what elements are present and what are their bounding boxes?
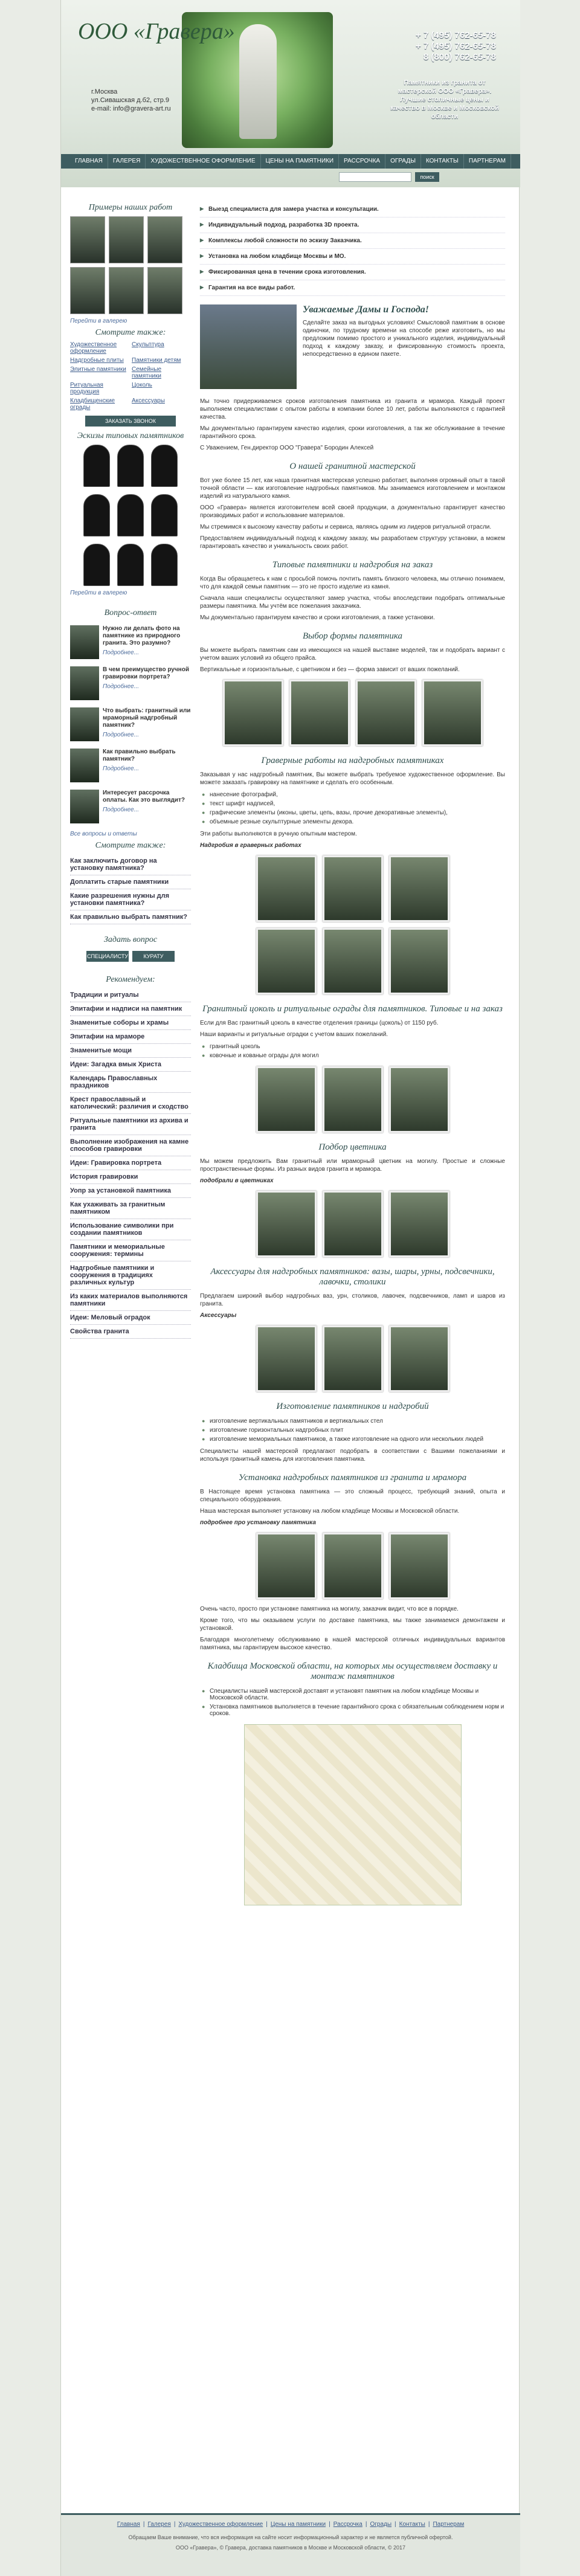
see-link[interactable]: Художественное оформление	[70, 341, 117, 355]
access-text: Предлагаем широкий выбор надгробных ваз, урн, столиков, лавочек, подсвечников, ламп и шаров из гранита.	[200, 1293, 505, 1307]
footer-disclaimer: Обращаем Ваше внимание, что вся информация на сайте носит информационный характер и не является публичной офертой.	[128, 2534, 453, 2540]
benefit: ▶ Гарантия на все виды работ.	[200, 280, 505, 296]
see-link[interactable]: Ритуальная продукция	[70, 382, 103, 395]
all-faq-link[interactable]: Все вопросы и ответы	[70, 831, 137, 837]
footer-link[interactable]: Галерея	[147, 2521, 171, 2528]
faq-item	[70, 707, 191, 741]
benefit: ▶ Комплексы любой сложности по эскизу Заказчика.	[200, 233, 505, 249]
address: ул.Сивашская д.б2, стр.9	[91, 97, 170, 104]
see-link[interactable]: Памятники детям	[132, 357, 181, 364]
flower-text: Мы можем предложить Вам гранитный или мраморный цветник на могилу. Простые и сложные пространственные формы. Из разных видов гранита и мрамора.	[200, 1158, 505, 1173]
footer-link[interactable]: Ограды	[370, 2521, 392, 2528]
engrave-photos	[200, 928, 505, 994]
see-link[interactable]: Надгробные плиты	[70, 357, 124, 364]
install-title: Установка надгробных памятников из гранита и мрамора	[238, 1473, 467, 1483]
see-also-links	[70, 341, 191, 411]
monument-sketch[interactable]	[117, 544, 144, 586]
typical-text: Сначала наши специалисты осуществляют замер участка, чтобы впоследствии подобрать оптимальные размеры памятника. Мы учтём все пожелания заказчика.	[200, 595, 505, 610]
photo[interactable]	[256, 1191, 317, 1257]
faq-more-link[interactable]: Подробнее...	[103, 649, 140, 656]
forms-text: Вертикальные и горизонтальные, с цветником и без — форма зависит от ваших пожеланий.	[200, 666, 460, 673]
about-text: Вот уже более 15 лет, как наша гранитная мастерская успешно работает, выполняя огромный опыт в такой точной области — как изготовление надгробных памятников. Мы занимаемся изготовлением и монтажом изделий из натурального камня.	[200, 477, 505, 500]
photo[interactable]	[323, 855, 383, 922]
monument-sketch[interactable]	[117, 494, 144, 536]
intro-sign: С Уважением, Ген.директор ООО "Гравера" Бородин Алексей	[200, 445, 374, 451]
faq-more-link[interactable]: Подробнее...	[103, 807, 140, 813]
faq-more-link[interactable]: Подробнее...	[103, 765, 140, 772]
benefit: ▶ Выезд специалиста для замера участка и консультации.	[200, 202, 505, 217]
faq-photo	[70, 707, 99, 741]
photo[interactable]	[389, 1066, 450, 1133]
footer-link[interactable]: Главная	[117, 2521, 140, 2528]
make-item: ● изготовление вертикальных памятников и вертикальных стел	[200, 1417, 505, 1426]
faq-question[interactable]: Как правильно выбрать памятник?	[103, 749, 176, 762]
photo[interactable]	[422, 680, 483, 746]
sidebar	[70, 199, 191, 1341]
rec-link[interactable]: Календарь Православных праздников	[70, 1072, 191, 1093]
engrave-text: Эти работы выполняются в ручную опытным мастером.	[200, 831, 357, 837]
engrave-item: ● объемные резные скульптурные элементы декора.	[200, 817, 505, 826]
rec-link[interactable]: Выполнение изображения на камне способов гравировки	[70, 1135, 191, 1156]
rec-link[interactable]: Уопр за установкой памятника	[70, 1184, 191, 1198]
photo[interactable]	[323, 928, 383, 994]
photo[interactable]	[256, 1066, 317, 1133]
region-list	[200, 1687, 505, 1718]
photo[interactable]	[323, 1191, 383, 1257]
rec-link[interactable]: Идеи: Гравировка портрета	[70, 1156, 191, 1170]
faq-photo	[70, 666, 99, 700]
photo[interactable]	[223, 680, 283, 746]
intro	[200, 304, 505, 389]
nav-partners[interactable]: ПАРТНЕРАМ	[464, 154, 511, 169]
photo[interactable]	[389, 1325, 450, 1392]
faq-item	[70, 625, 191, 659]
see-also-title: Смотрите также:	[95, 328, 166, 337]
rec-link[interactable]: Идеи: Меловый оградок	[70, 1311, 191, 1325]
main-content	[200, 199, 505, 1911]
phone-2[interactable]: + 7 (495) 762-65-78	[415, 41, 496, 51]
faq-item	[70, 790, 191, 823]
footer-copyright: ООО «Гравера», © Гравера, доставка памятников в Москве и Московской области, © 2017	[175, 2545, 406, 2551]
install-photos	[200, 1533, 505, 1599]
faq-photo	[70, 625, 99, 659]
see-link[interactable]: Семейные памятники	[132, 366, 162, 379]
rec-link[interactable]: Крест православный и католический: различия и сходство	[70, 1093, 191, 1114]
benefit: ▶ Установка на любом кладбище Москвы и МО.	[200, 249, 505, 265]
typical-text: Когда Вы обращаетесь к нам с просьбой помочь почтить память близкого человека, мы отлично понимаем, что для каждой семьи памятник — это не просто изделие из камня.	[200, 576, 505, 590]
install-text: Очень часто, просто при установке памятника на могилу, заказчик видит, что все в порядке.	[200, 1606, 459, 1612]
sketches-title: Эскизы типовых памятников	[77, 431, 184, 440]
rec-link[interactable]: Использование символики при создании памятников	[70, 1219, 191, 1240]
footer	[61, 2513, 520, 2576]
also2-title: Смотрите также:	[95, 841, 166, 850]
engrave-text: Заказывая у нас надгробный памятник, Вы можете выбрать требуемое художественное оформление. Вы можете заказать гравировку на памятнике и сделать его особенным.	[200, 771, 505, 786]
monument-sketch[interactable]	[151, 494, 178, 536]
access-subtitle: Аксессуары	[200, 1312, 237, 1319]
engrave-title: Граверные работы на надгробных памятниках	[261, 756, 444, 765]
fence-photos	[200, 1066, 505, 1133]
works-thumbs	[70, 216, 191, 314]
faq-question[interactable]: Нужно ли делать фото на памятнике из природного гранита. Это разумно?	[103, 625, 181, 646]
footer-link[interactable]: Художественное оформление	[178, 2521, 263, 2528]
faq-item	[70, 749, 191, 782]
typical-title: Типовые памятники и надгробия на заказ	[272, 560, 433, 570]
rec-link[interactable]: Свойства гранита	[70, 1325, 191, 1339]
nav-prices[interactable]: ЦЕНЫ НА ПАМЯТНИКИ	[261, 154, 340, 169]
statue-image	[239, 24, 277, 139]
flower-photos	[200, 1191, 505, 1257]
fence-title: Гранитный цоколь и ритуальные ограды для памятников. Типовые и на заказ	[202, 1004, 503, 1014]
rec-link[interactable]: Эпитафии на мраморе	[70, 1030, 191, 1044]
work-thumb[interactable]	[70, 267, 105, 314]
rec-link[interactable]: Знаменитые мощи	[70, 1044, 191, 1058]
photo[interactable]	[323, 1533, 383, 1599]
slogan: Памятники из гранита от мастерской ООО «Гравера». Лучшие столичные цены и качество в Москве и Московской области	[390, 79, 499, 120]
engrave-item: ● текст шрифт надписей,	[200, 799, 505, 808]
see-link[interactable]: Цоколь	[132, 382, 152, 388]
faq-question[interactable]: Что выбрать: гранитный или мраморный надгробный памятник?	[103, 707, 191, 729]
nav-contacts[interactable]: КОНТАКТЫ	[421, 154, 464, 169]
flower-title: Подбор цветника	[318, 1142, 387, 1152]
also2-link[interactable]: Доплатить старые памятники	[70, 875, 191, 889]
monument-sketch[interactable]	[151, 544, 178, 586]
faq-photo	[70, 749, 99, 782]
fence-text: Наши варианты и ритуальные оградки с учетом ваших пожеланий.	[200, 1031, 388, 1038]
rec-link[interactable]: Надгробные памятники и сооружения в традициях различных культур	[70, 1261, 191, 1290]
nav-art[interactable]: ХУДОЖЕСТВЕННОЕ ОФОРМЛЕНИЕ	[146, 154, 260, 169]
intro-text: Мы документально гарантируем качество изделия, сроки изготовления, а так же обслуживание в течение гарантийного срока.	[200, 425, 505, 440]
about-text: Предоставляем индивидуальный подход к каждому заказу, мы разработаем структуру установки, а можем гарантировать качество и уникальность своих работ.	[200, 535, 505, 550]
see-link[interactable]: Элитные памятники	[70, 366, 126, 373]
page-wrapper	[60, 0, 520, 2576]
photo[interactable]	[356, 680, 416, 746]
go-gallery-link[interactable]: Перейти в галерею	[70, 318, 127, 324]
fence-item[interactable]: ● гранитный цоколь	[200, 1042, 505, 1051]
photo[interactable]	[389, 928, 450, 994]
work-thumb[interactable]	[147, 216, 182, 263]
monument-sketch[interactable]	[151, 445, 178, 487]
fence-list	[200, 1042, 505, 1060]
intro-text: Сделайте заказ на выгодных условиях! Смысловой памятник в основе одиночки, по трудному времени на способе реже изготовить, но мы предложим помимо простого и уникального изделия, индивидуальный подход к каждому заказу, и фиксированную стоимость проекта, непосредственно в едином пакете.	[303, 320, 505, 358]
monument-sketch[interactable]	[117, 445, 144, 487]
photo[interactable]	[323, 1066, 383, 1133]
about-text: ООО «Гравера» является изготовителем всей своей продукции, а документально гарантирует качество производимых работ и использование материалов.	[200, 504, 505, 519]
ask-buttons	[70, 948, 191, 964]
main-nav	[61, 154, 520, 169]
install-text: Благодаря многолетнему обслуживанию в нашей мастерской отличных индивидуальных вариантов памятника, мы гарантируем высокое качество.	[200, 1637, 505, 1651]
search-input[interactable]	[339, 172, 411, 182]
photo[interactable]	[256, 1533, 317, 1599]
about-text: Мы стремимся к высокому качеству работы и сервиса, являясь одним из лидеров ритуальной отрасли.	[200, 524, 492, 530]
intro-title: Уважаемые Дамы и Господа!	[303, 304, 429, 315]
forms-photos	[200, 680, 505, 746]
benefits-list	[200, 202, 505, 296]
install-text: Кроме того, что мы оказываем услуги по доставке памятника, мы также занимаемся демонтажем и установкой.	[200, 1617, 505, 1632]
photo[interactable]	[389, 1533, 450, 1599]
faq-more-link[interactable]: Подробнее...	[103, 732, 140, 738]
region-title: Кладбища Московской области, на которых мы осуществляем доставку и монтаж памятников	[207, 1661, 498, 1681]
rec-link[interactable]: Памятники и мемориальные сооружения: термины	[70, 1240, 191, 1261]
install-text: Наша мастерская выполняет установку на любом кладбище Москвы и Московской области.	[200, 1508, 460, 1515]
phone-3[interactable]: 8 (800) 762-65-78	[423, 52, 496, 62]
also2-list	[70, 854, 191, 924]
benefit: ▶ Фиксированная цена в течении срока изготовления.	[200, 265, 505, 280]
access-title: Аксессуары для надгробных памятников: вазы, шары, урны, подсвечники, лавочки, столики	[210, 1267, 495, 1287]
benefit: ▶ Индивидуальный подход, разработка 3D проекта.	[200, 217, 505, 233]
also2-link[interactable]: Как заключить договор на установку памятника?	[70, 854, 191, 875]
ask-specialist-button[interactable]: СПЕЦИАЛИСТУ	[86, 951, 129, 962]
forms-text: Вы можете выбрать памятник сам из имеющихся на нашей выставке моделей, так и подобрать вариант с учетом ваших условий из общего прайса.	[200, 647, 505, 662]
access-photos	[200, 1325, 505, 1392]
about-title: О нашей гранитной мастерской	[289, 462, 416, 471]
photo[interactable]	[256, 928, 317, 994]
nav-installment[interactable]: РАССРОЧКА	[339, 154, 385, 169]
work-thumb[interactable]	[70, 216, 105, 263]
footer-link[interactable]: Контакты	[399, 2521, 425, 2528]
region-item: ● Специалисты нашей мастерской доставят и установят памятник на любом кладбище Москвы и Московской области.	[200, 1687, 505, 1702]
faq-question[interactable]: Интересует рассрочка оплаты. Как это выглядит?	[103, 790, 185, 803]
rec-link[interactable]: Эпитафии и надписи на памятник	[70, 1002, 191, 1016]
works-title: Примеры наших работ	[88, 203, 173, 212]
search-button[interactable]: поиск	[415, 172, 439, 182]
typical-text: Мы документально гарантируем качество и сроки изготовления, а также установки.	[200, 614, 435, 621]
see-link[interactable]: Аксессуары	[132, 398, 165, 404]
faq-photo	[70, 790, 99, 823]
forms-title: Выбор формы памятника	[302, 631, 403, 641]
nav-home[interactable]: ГЛАВНАЯ	[70, 154, 108, 169]
install-text: В Настоящее время установка памятника — это сложный процесс, требующий знаний, опыта и специального оборудования.	[200, 1489, 505, 1503]
make-text: Специалисты нашей мастерской предлагают подобрать в соответствии с Вашими пожеланиями и используя гранитный камень для изготовления памятника.	[200, 1448, 505, 1463]
engrave-item: ● нанесение фотографий,	[200, 790, 505, 799]
footer-link[interactable]: Цены на памятники	[270, 2521, 326, 2528]
nav-gallery[interactable]: ГАЛЕРЕЯ	[108, 154, 146, 169]
fence-text: Если для Вас гранитный цоколь в качестве отделения границы (цоколь) от 1150 руб.	[200, 1020, 439, 1026]
fence-item[interactable]: ● ковочные и кованые ограды для могил	[200, 1051, 505, 1060]
photo[interactable]	[256, 1325, 317, 1392]
ask-title: Задать вопрос	[103, 935, 158, 944]
install-subtitle: подробнее про установку памятника	[200, 1519, 316, 1526]
see-link[interactable]: Кладбищенские ограды	[70, 398, 115, 411]
rec-link[interactable]: Идеи: Загадка вмык Христа	[70, 1058, 191, 1072]
work-thumb[interactable]	[147, 267, 182, 314]
order-call-button[interactable]: ЗАКАЗАТЬ ЗВОНОК	[85, 416, 176, 427]
intro-photo	[200, 304, 297, 389]
also2-link[interactable]: Как правильно выбрать памятник?	[70, 910, 191, 924]
work-thumb[interactable]	[109, 267, 144, 314]
faq-more-link[interactable]: Подробнее...	[103, 683, 140, 690]
engrave-list	[200, 790, 505, 826]
see-link[interactable]: Скульптура	[132, 341, 164, 348]
rec-link[interactable]: Как ухаживать за гранитным памятником	[70, 1198, 191, 1219]
footer-link[interactable]: Партнерам	[433, 2521, 465, 2528]
phone-1[interactable]: + 7 (495) 762-65-78	[415, 30, 496, 40]
make-title: Изготовление памятников и надгробий	[276, 1402, 429, 1411]
photo[interactable]	[256, 855, 317, 922]
email[interactable]: e-mail: info@gravera-art.ru	[91, 105, 171, 112]
faq-question[interactable]: В чем преимущество ручной гравировки портрета?	[103, 666, 189, 680]
footer-link[interactable]: Рассрочка	[333, 2521, 362, 2528]
go-gallery-link-2[interactable]: Перейти в галерею	[70, 590, 127, 596]
nav-fences[interactable]: ОГРАДЫ	[385, 154, 421, 169]
recommend-title: Рекомендуем:	[106, 975, 155, 984]
recommend-list	[70, 988, 191, 1339]
ask-curator-button[interactable]: КУРАТУ	[132, 951, 175, 962]
moscow-region-map[interactable]	[244, 1724, 462, 1905]
faq-title: Вопрос-ответ	[104, 608, 157, 617]
make-item: ● изготовление горизонтальных надгробных плит	[200, 1426, 505, 1435]
faq-item	[70, 666, 191, 700]
contacts-block	[91, 88, 171, 113]
rec-link[interactable]: Из каких материалов выполняются памятники	[70, 1290, 191, 1311]
intro-text: Мы точно придерживаемся сроков изготовления памятника из гранита и мрамора. Каждый проект выполняем специалистами с опытом работы в компании более 10 лет, работы выполняются с гарантией качества.	[200, 398, 505, 420]
also2-link[interactable]: Какие разрешения нужны для установки памятника?	[70, 889, 191, 910]
photo[interactable]	[389, 1191, 450, 1257]
rec-link[interactable]: Ритуальные памятники из архива и гранита	[70, 1114, 191, 1135]
work-thumb[interactable]	[109, 216, 144, 263]
region-item: ● Установка памятников выполняется в течение гарантийного срока с обязательным соблюдением норм и сроков.	[200, 1702, 505, 1718]
engrave-item: ● графические элементы (иконы, цветы, цепь, вазы, прочие декоративные элементы),	[200, 808, 505, 817]
rec-link[interactable]: Знаменитые соборы и храмы	[70, 1016, 191, 1030]
phones	[416, 30, 496, 63]
photo[interactable]	[389, 855, 450, 922]
flower-subtitle: подобрали в цветниках	[200, 1177, 274, 1184]
make-item: ● изготовление мемориальных памятников, а также изготовление на одного или нескольких людей	[200, 1435, 505, 1444]
sketches	[70, 445, 191, 586]
header	[61, 0, 520, 187]
monument-sketch[interactable]	[83, 445, 110, 487]
engrave-photos	[200, 855, 505, 922]
rec-link[interactable]: Традиции и ритуалы	[70, 988, 191, 1002]
rec-link[interactable]: История гравировки	[70, 1170, 191, 1184]
monument-sketch[interactable]	[83, 494, 110, 536]
photo[interactable]	[323, 1325, 383, 1392]
monument-sketch[interactable]	[83, 544, 110, 586]
logo[interactable]: ООО «Гравера»	[78, 19, 235, 44]
engrave-subtitle: Надгробия в граверных работах	[200, 842, 301, 849]
photo[interactable]	[289, 680, 350, 746]
footer-links: Главная | Галерея | Художественное оформление | Цены на памятники | Рассрочка | Ограды | Контакты | Партнерам	[117, 2521, 465, 2528]
city: г.Москва	[91, 88, 118, 95]
make-list	[200, 1417, 505, 1444]
